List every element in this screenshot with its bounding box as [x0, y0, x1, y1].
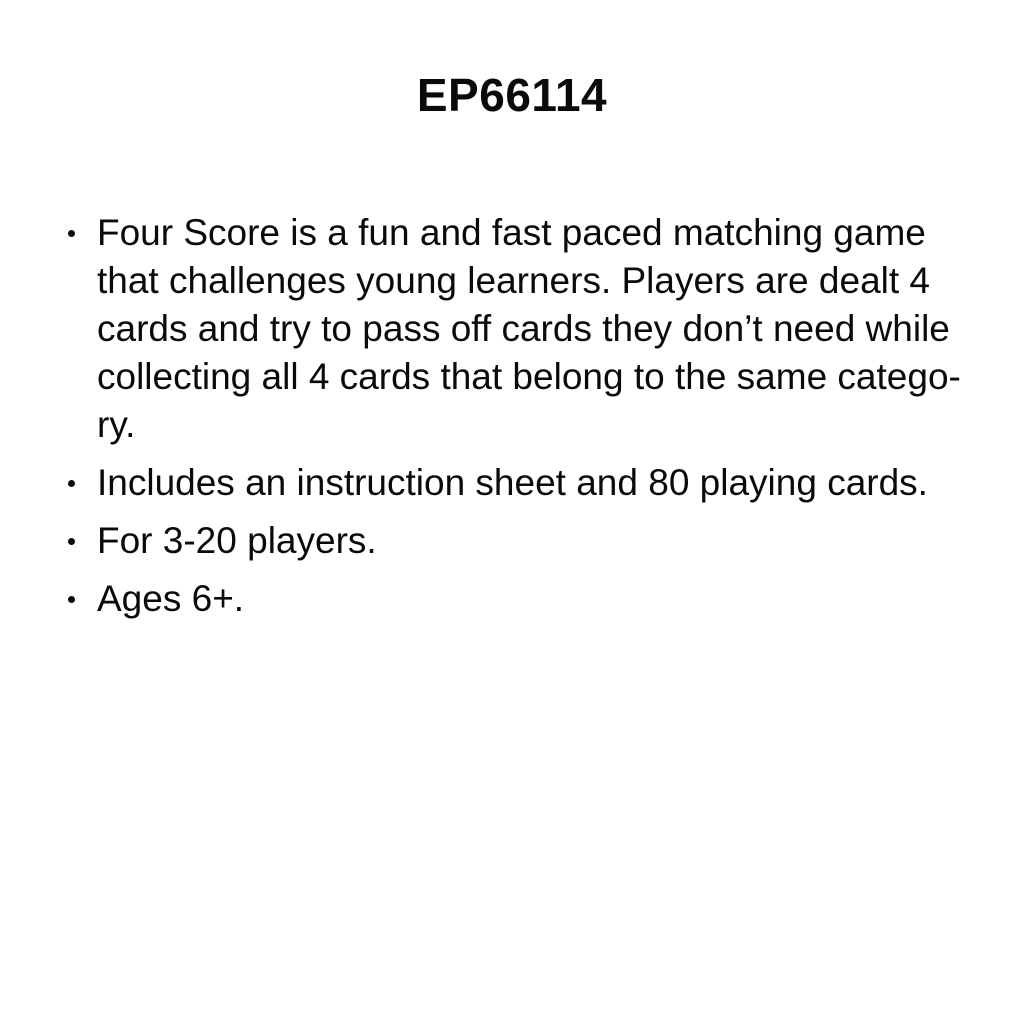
bullet-dot-icon [68, 517, 97, 545]
bullet-dot-icon [68, 209, 97, 237]
bullet-line: For 3-20 players. [97, 519, 377, 561]
bullet-text [97, 209, 984, 449]
bullet-line: that challenges young learners. Players are dealt 4 [97, 259, 931, 301]
bullet-item [68, 517, 984, 565]
bullet-line: ry. [97, 403, 136, 445]
bullet-item [68, 459, 984, 507]
bullet-dot-icon [68, 575, 97, 603]
bullet-dot-icon [68, 459, 97, 487]
bullet-list [0, 209, 1024, 623]
bullet-line: Includes an instruction sheet and 80 playing cards. [97, 461, 928, 503]
bullet-line: Four Score is a fun and fast paced matching game [97, 211, 926, 253]
bullet-item [68, 575, 984, 623]
bullet-item [68, 209, 984, 449]
bullet-line: cards and try to pass off cards they don’t need while [97, 307, 950, 349]
bullet-line: Ages 6+. [97, 577, 245, 619]
bullet-line: collecting all 4 cards that belong to the same catego- [97, 355, 961, 397]
bullet-text [97, 575, 984, 623]
bullet-text [97, 517, 984, 565]
bullet-text [97, 459, 984, 507]
page-title: EP66114 [416, 69, 608, 121]
